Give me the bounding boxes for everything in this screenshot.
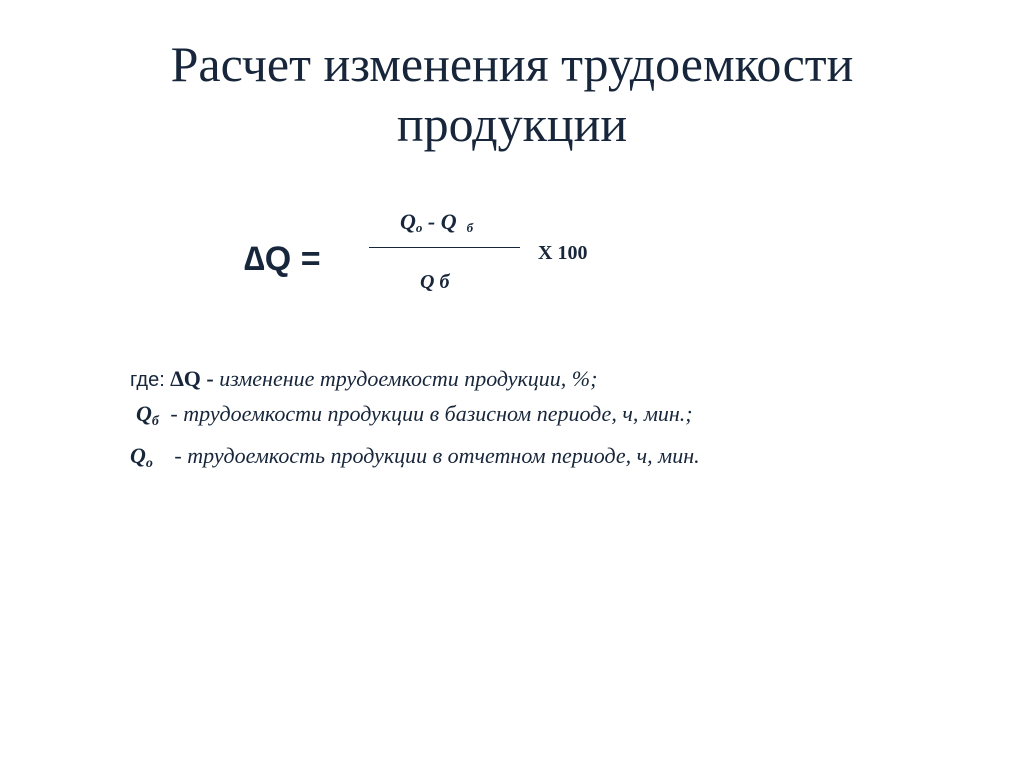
legend-row-q-base bbox=[136, 397, 700, 439]
formula-lhs: ∆Q = bbox=[244, 240, 321, 278]
formula-denominator: Q б bbox=[420, 271, 450, 293]
legend-row-q-reporting bbox=[130, 439, 700, 481]
legend-row1-symbol: ∆Q - bbox=[170, 366, 214, 391]
formula-multiplier: Х 100 bbox=[538, 242, 588, 264]
legend-row2-symbol bbox=[136, 401, 159, 429]
legend-row3-sub: о bbox=[145, 456, 153, 471]
numerator-sub-reporting: о bbox=[415, 220, 423, 235]
legend-row3-symbol bbox=[130, 443, 153, 471]
legend bbox=[130, 362, 700, 481]
legend-row-delta-q bbox=[130, 362, 700, 397]
legend-row2-text: - трудоемкости продукции в базисном периоде, ч, мин.; bbox=[164, 401, 693, 426]
numerator-sub-base: б bbox=[466, 220, 474, 235]
formula-numerator bbox=[400, 209, 473, 236]
legend-row2-q: Q bbox=[136, 401, 152, 426]
numerator-q-base: Q bbox=[440, 209, 457, 234]
legend-row3-text: - трудоемкость продукции в отчетном периоде, ч, мин. bbox=[168, 443, 700, 468]
fraction-bar bbox=[369, 247, 520, 248]
legend-row1-text: изменение трудоемкости продукции, %; bbox=[213, 366, 598, 391]
slide-title bbox=[60, 34, 964, 154]
legend-intro: где: bbox=[130, 369, 171, 391]
slide-title-line-2: продукции bbox=[396, 96, 628, 152]
legend-row2-sub: б bbox=[151, 414, 159, 429]
slide-title-line-1: Расчет изменения трудоемкости bbox=[170, 36, 854, 92]
legend-row3-q: Q bbox=[130, 443, 146, 468]
numerator-q-reporting: Q bbox=[400, 209, 416, 234]
numerator-minus: - bbox=[422, 209, 441, 234]
